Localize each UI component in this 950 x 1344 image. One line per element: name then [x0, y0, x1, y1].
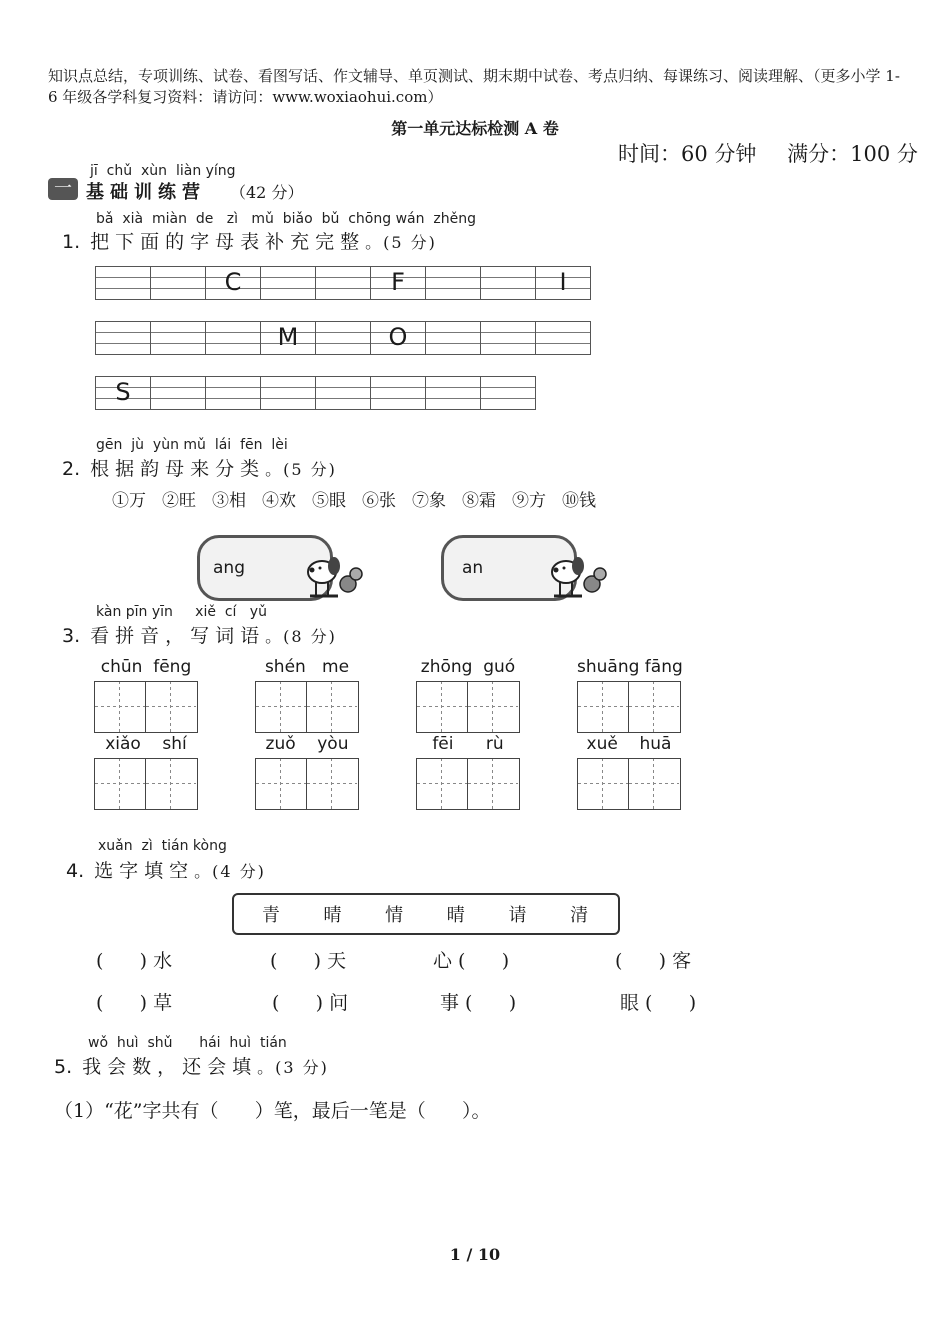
- fill-blank[interactable]: ( ) 草: [96, 992, 173, 1014]
- q1-score: 。(5 分): [365, 233, 437, 252]
- cloud-label-an: an: [462, 558, 484, 578]
- q2-text: 根据韵母来分类: [90, 458, 266, 480]
- word-pinyin: fēi rù: [432, 734, 504, 754]
- tianzige-box[interactable]: [255, 758, 359, 810]
- fill-blank[interactable]: ( ) 水: [96, 950, 173, 972]
- tianzige-box[interactable]: [416, 758, 520, 810]
- q3-prompt: [62, 621, 337, 648]
- q2-prompt: [62, 454, 337, 481]
- option-item: ⑨方: [512, 491, 546, 511]
- letter-cell[interactable]: [96, 266, 151, 300]
- letter-grid-row-1: [95, 266, 591, 300]
- q1-text: 把下面的字母表补充完整: [90, 231, 366, 253]
- letter-cell[interactable]: [316, 376, 371, 410]
- time-limit: 时间：60 分钟: [618, 142, 757, 166]
- letter-cell[interactable]: [426, 321, 481, 355]
- q5-score: 。(3 分): [257, 1058, 329, 1077]
- tianzige-box[interactable]: [577, 681, 681, 733]
- letter-cell[interactable]: [316, 266, 371, 300]
- section-title: 基础训练营: [86, 182, 206, 203]
- word-item: [255, 734, 359, 810]
- word-pinyin: xuě huā: [586, 734, 672, 754]
- choice-char: 清: [570, 905, 589, 926]
- fill-blank[interactable]: ( ) 客: [615, 950, 692, 972]
- q5-pinyin: wǒ huì shǔ hái huì tián: [88, 1035, 287, 1051]
- word-item: [416, 734, 520, 810]
- tianzige-box[interactable]: [94, 681, 198, 733]
- q1-pinyin: bǎ xià miàn de zì mǔ biǎo bǔ chōng wán zhěng: [96, 211, 476, 227]
- letter-cell[interactable]: [316, 321, 371, 355]
- word-pinyin: shuāng fāng: [577, 657, 683, 677]
- page-number: 1 / 10: [449, 1245, 501, 1264]
- option-item: ⑦象: [412, 491, 446, 511]
- word-item: [577, 734, 681, 810]
- exam-meta: [618, 138, 942, 168]
- letter-cell: I: [536, 266, 591, 300]
- word-pinyin: chūn fēng: [100, 657, 192, 677]
- q3-pinyin: kàn pīn yīn xiě cí yǔ: [96, 604, 267, 620]
- section-pinyin: jī chǔ xùn liàn yíng: [90, 163, 236, 179]
- q5-number: 5.: [54, 1056, 73, 1078]
- letter-cell[interactable]: [261, 266, 316, 300]
- letter-cell[interactable]: [151, 376, 206, 410]
- q4-prompt: [66, 856, 266, 883]
- q4-pinyin: xuǎn zì tián kòng: [98, 838, 227, 854]
- q2-pinyin: gēn jù yùn mǔ lái fēn lèi: [96, 437, 288, 453]
- option-item: ③相: [212, 491, 246, 511]
- q3-number: 3.: [62, 625, 81, 647]
- option-item: ⑤眼: [312, 491, 346, 511]
- q2-number: 2.: [62, 458, 81, 480]
- word-item: [577, 657, 681, 733]
- letter-cell: M: [261, 321, 316, 355]
- q3-score: 。(8 分): [265, 627, 337, 646]
- letter-cell[interactable]: [481, 376, 536, 410]
- choice-char: 情: [385, 905, 404, 926]
- full-score: 满分：100 分: [787, 142, 918, 166]
- letter-cell[interactable]: [206, 376, 261, 410]
- letter-cell: F: [371, 266, 426, 300]
- choice-char: 请: [508, 905, 527, 926]
- letter-cell[interactable]: [481, 321, 536, 355]
- q5-sub1[interactable]: （1）“花”字共有（ ）笔，最后一笔是（ ）。: [54, 1100, 491, 1122]
- q5-prompt: [54, 1052, 329, 1079]
- q4-text: 选字填空: [94, 860, 195, 882]
- choice-char: 晴: [323, 905, 342, 926]
- q2-score: 。(5 分): [265, 460, 337, 479]
- tianzige-box[interactable]: [577, 758, 681, 810]
- snoopy-icon: [542, 550, 608, 602]
- letter-cell: S: [96, 376, 151, 410]
- fill-blank[interactable]: 事 ( ): [440, 992, 517, 1014]
- q1-prompt: [62, 227, 437, 254]
- word-pinyin: zhōng guó: [420, 657, 516, 677]
- choice-char: 晴: [446, 905, 465, 926]
- q5-text: 我会数，还会填: [82, 1056, 258, 1078]
- option-item: ⑧霜: [462, 491, 496, 511]
- q4-score: 。(4 分): [194, 862, 266, 881]
- letter-cell[interactable]: [151, 266, 206, 300]
- letter-cell[interactable]: [371, 376, 426, 410]
- q4-number: 4.: [66, 860, 85, 882]
- choice-characters: [240, 901, 610, 927]
- option-item: ④欢: [262, 491, 296, 511]
- word-item: [94, 657, 198, 733]
- snoopy-icon: [298, 550, 364, 602]
- section-score: （42 分）: [230, 183, 304, 202]
- page-title: 第一单元达标检测 A 卷: [391, 119, 559, 138]
- option-item: ⑩钱: [562, 491, 596, 511]
- option-item: ①万: [112, 491, 146, 511]
- letter-cell[interactable]: [151, 321, 206, 355]
- fill-blank[interactable]: 心 ( ): [433, 950, 510, 972]
- section-badge: 一: [48, 178, 78, 200]
- letter-grid-row-2: [95, 321, 591, 355]
- word-item: [255, 657, 359, 733]
- option-item: ⑥张: [362, 491, 396, 511]
- fill-blank[interactable]: 眼 ( ): [620, 992, 697, 1014]
- fill-blank[interactable]: ( ) 问: [272, 992, 349, 1014]
- letter-cell[interactable]: [426, 376, 481, 410]
- letter-cell: O: [371, 321, 426, 355]
- letter-cell: C: [206, 266, 261, 300]
- letter-cell[interactable]: [206, 321, 261, 355]
- letter-cell[interactable]: [536, 321, 591, 355]
- q1-number: 1.: [62, 231, 81, 253]
- letter-cell[interactable]: [261, 376, 316, 410]
- tianzige-box[interactable]: [416, 681, 520, 733]
- letter-cell[interactable]: [96, 321, 151, 355]
- word-pinyin: xiǎo shí: [105, 734, 187, 754]
- tianzige-box[interactable]: [94, 758, 198, 810]
- cloud-label-ang: ang: [213, 558, 245, 578]
- tianzige-box[interactable]: [255, 681, 359, 733]
- letter-cell[interactable]: [481, 266, 536, 300]
- choice-char: 青: [261, 905, 280, 926]
- header-note: 知识点总结，专项训练、试卷、看图写话、作文辅导、单页测试、期末期中试卷、考点归纳、每课练习、阅读理解、（更多小学 1-6 年级各学科复习资料：请访问：www.woxiaohui.com）: [48, 67, 900, 106]
- word-item: [94, 734, 198, 810]
- letter-cell[interactable]: [426, 266, 481, 300]
- option-item: ②旺: [162, 491, 196, 511]
- word-item: [416, 657, 520, 733]
- letter-grid-row-3: [95, 376, 536, 410]
- q2-options: [112, 486, 596, 511]
- fill-blank[interactable]: ( ) 天: [270, 950, 347, 972]
- word-pinyin: zuǒ yòu: [265, 734, 349, 754]
- q3-text: 看拼音，写词语: [90, 625, 266, 647]
- word-pinyin: shén me: [264, 657, 350, 677]
